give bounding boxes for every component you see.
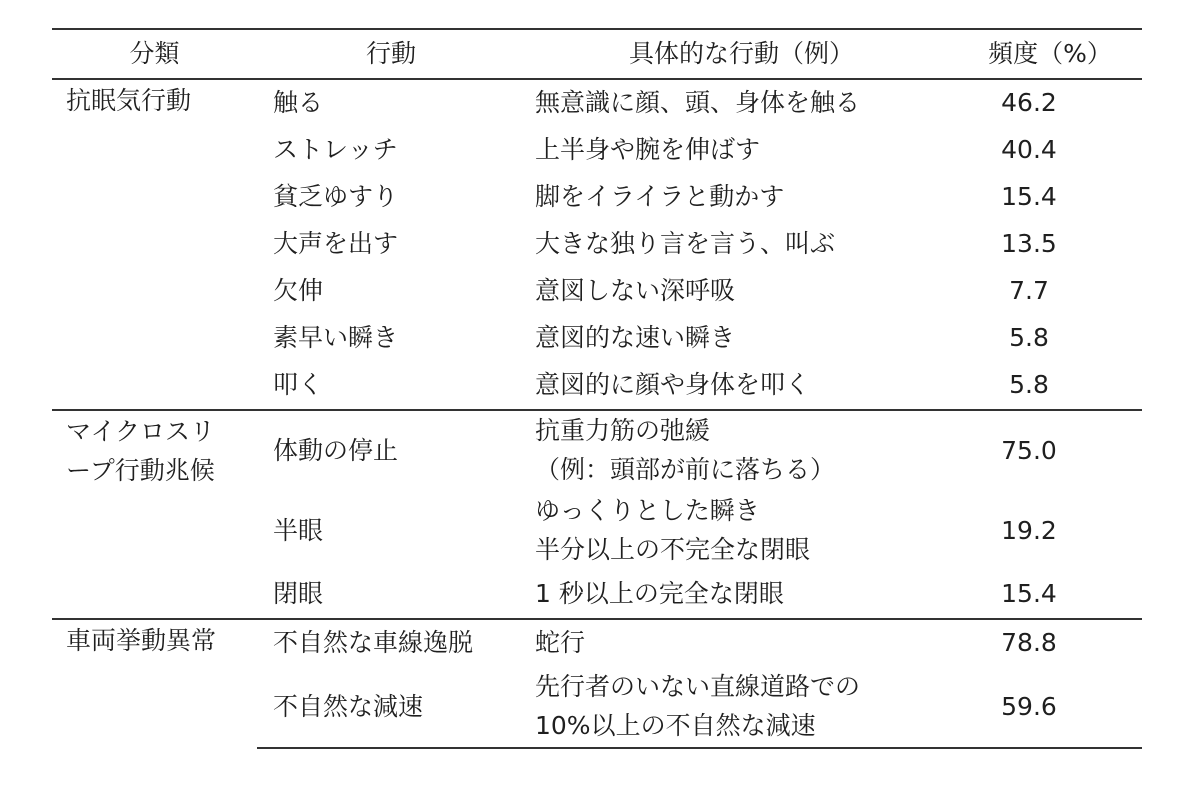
- header-row: [52, 29, 1142, 79]
- behavior-cell: 貧乏ゆすり: [273, 182, 399, 212]
- behavior-cell: ストレッチ: [273, 135, 398, 165]
- example-cell: 上半身や腕を伸ばす: [535, 135, 761, 165]
- table-row: [52, 79, 1142, 127]
- header-frequency: 頻度（%）: [958, 29, 1142, 79]
- header-behavior: 行動: [257, 29, 525, 79]
- behavior-cell: 素早い瞬き: [273, 323, 399, 353]
- frequency-cell: 78.8: [958, 619, 1142, 667]
- header-example: 具体的な行動（例）: [525, 29, 958, 79]
- behavior-cell: 不自然な減速: [257, 667, 525, 748]
- example-cell: 1 秒以上の完全な閉眼: [535, 579, 784, 609]
- frequency-cell: 19.2: [1001, 515, 1057, 545]
- frequency-cell: 15.4: [1001, 579, 1057, 609]
- frequency-cell: 15.4: [1001, 182, 1057, 212]
- frequency-cell: 59.6: [958, 667, 1142, 748]
- behavior-cell: 半眼: [273, 515, 324, 545]
- behavior-cell: 触る: [257, 79, 525, 127]
- table-row: [52, 619, 1142, 667]
- example-cell: [525, 491, 958, 571]
- behavior-frequency-table: [52, 28, 1142, 749]
- category-cell: [52, 410, 257, 619]
- example-cell: 脚をイライラと動かす: [535, 182, 785, 212]
- table-row: [52, 410, 1142, 491]
- frequency-cell: 46.2: [958, 79, 1142, 127]
- behavior-cell: 体動の停止: [257, 410, 525, 491]
- category-cell: 抗眠気行動: [52, 79, 257, 410]
- frequency-cell: 40.4: [1001, 135, 1057, 165]
- category-line: マイクロスリ: [66, 417, 216, 446]
- category-line: ープ行動兆候: [66, 455, 215, 485]
- frequency-cell: 75.0: [958, 410, 1142, 491]
- frequency-cell: 13.5: [1001, 229, 1057, 259]
- example-cell: 蛇行: [525, 619, 958, 667]
- table-header: [52, 29, 1142, 79]
- table-body: [52, 79, 1142, 748]
- example-line: ゆっくりとした瞬き: [535, 496, 760, 526]
- example-cell: [525, 410, 958, 491]
- behavior-cell: 欠伸: [273, 276, 324, 306]
- example-cell: 無意識に顔、頭、身体を触る: [525, 79, 958, 127]
- example-line: 先行者のいない直線道路での: [535, 672, 861, 702]
- example-cell: 大きな独り言を言う、叫ぶ: [535, 229, 836, 259]
- frequency-cell: 5.8: [1009, 370, 1049, 400]
- example-cell: 意図的な速い瞬き: [535, 323, 736, 353]
- example-line: 10%以上の不自然な減速: [535, 711, 816, 740]
- behavior-cell: 閉眼: [273, 579, 324, 609]
- header-category: 分類: [52, 29, 257, 79]
- category-cell: 車両挙動異常: [52, 619, 257, 748]
- frequency-cell: 5.8: [1009, 323, 1049, 353]
- example-line: 半分以上の不完全な閉眼: [535, 535, 811, 564]
- behavior-cell: 大声を出す: [273, 229, 399, 259]
- behavior-frequency-table-container: [52, 28, 1142, 749]
- example-cell: [525, 667, 958, 748]
- example-line: （例：頭部が前に落ちる）: [535, 455, 836, 484]
- frequency-cell: 7.7: [1009, 276, 1049, 306]
- example-cell: 意図しない深呼吸: [535, 276, 736, 306]
- behavior-cell: 不自然な車線逸脱: [257, 619, 525, 667]
- example-line: 抗重力筋の弛緩: [535, 416, 711, 446]
- behavior-cell: 叩く: [273, 370, 324, 400]
- example-cell: 意図的に顔や身体を叩く: [535, 370, 811, 400]
